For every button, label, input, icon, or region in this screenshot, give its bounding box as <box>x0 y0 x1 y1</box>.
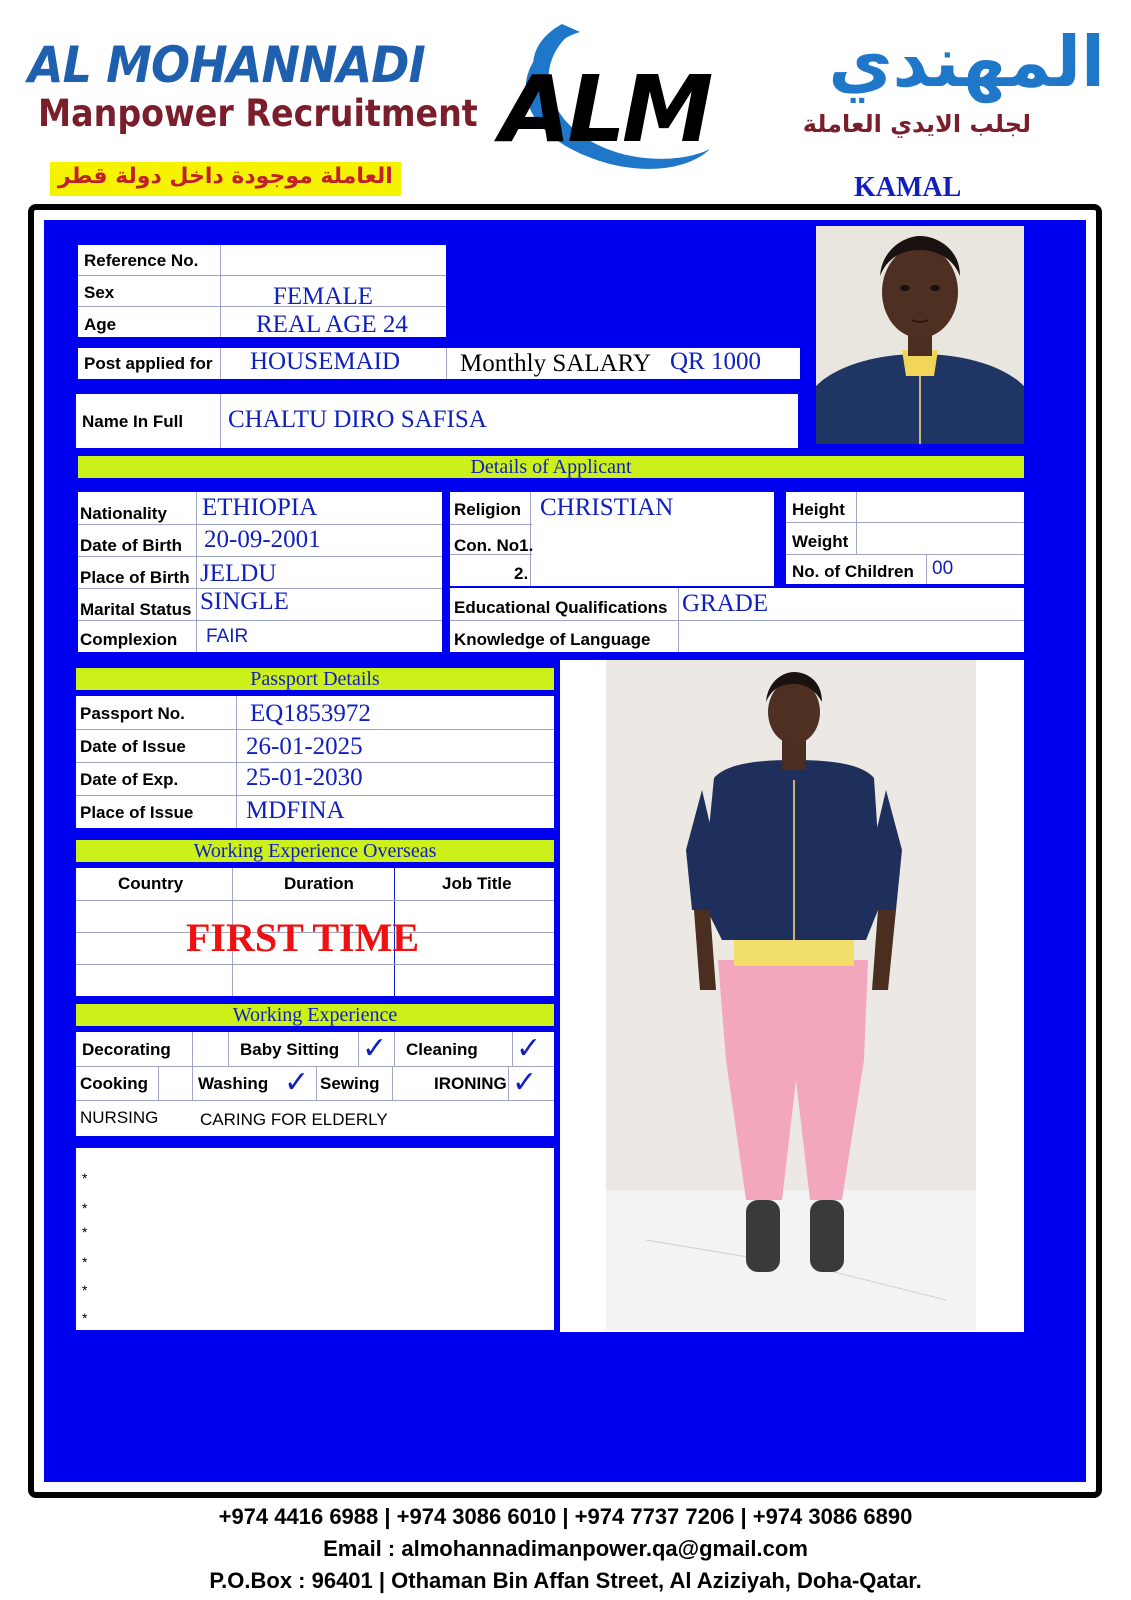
passport-number-value: EQ1853972 <box>250 700 371 727</box>
note-bullet: * <box>82 1224 88 1240</box>
availability-notice: العاملة موجودة داخل دولة قطر <box>50 162 401 196</box>
passport-table <box>76 696 554 828</box>
brand-arabic <box>725 14 1105 138</box>
personal-details-table <box>78 492 442 652</box>
passport-section-header: Passport Details <box>76 668 554 690</box>
ironing-check-icon: ✓ <box>512 1065 538 1100</box>
religion-label: Religion <box>454 500 522 519</box>
elderly-care-label: CARING FOR ELDERLY <box>200 1110 388 1129</box>
alm-logo <box>500 14 730 184</box>
application-frame <box>28 204 1102 1498</box>
logo-text: ALM <box>500 56 710 163</box>
company-subtitle-ar: لجلب الايدي العاملة <box>802 110 1031 138</box>
basic-info-table <box>78 245 446 337</box>
nursing-label: NURSING <box>80 1108 159 1127</box>
notes-area <box>76 1148 554 1330</box>
salary-value: QR 1000 <box>670 348 761 375</box>
sex-value: FEMALE <box>273 283 373 310</box>
baby-sitting-label: Baby Sitting <box>240 1040 340 1059</box>
children-value: 00 <box>932 558 954 579</box>
name-label: Name In Full <box>82 412 184 431</box>
salary-label: Monthly SALARY <box>460 350 652 377</box>
cleaning-check-icon: ✓ <box>516 1031 542 1066</box>
sewing-label: Sewing <box>320 1074 380 1093</box>
pob-label: Place of Birth <box>80 568 190 587</box>
reference-label: Reference No. <box>84 251 199 270</box>
issue-place-label: Place of Issue <box>80 803 194 822</box>
dob-value: 20-09-2001 <box>204 526 321 553</box>
physical-details-table <box>786 492 1024 584</box>
religion-value: CHRISTIAN <box>540 494 674 521</box>
application-form <box>44 220 1086 1482</box>
overseas-table <box>76 868 554 996</box>
portrait-photo <box>816 226 1024 444</box>
note-bullet: * <box>82 1254 88 1270</box>
note-bullet: * <box>82 1310 88 1326</box>
skills-table <box>76 1032 554 1136</box>
education-label: Educational Qualifications <box>454 598 668 617</box>
country-column-header: Country <box>118 874 184 893</box>
company-subtitle-en: Manpower Recruitment <box>38 92 478 135</box>
brand-english <box>28 36 498 136</box>
full-body-photo <box>606 660 976 1330</box>
expiry-date-value: 25-01-2030 <box>246 764 363 791</box>
issue-place-value: MDFINA <box>246 797 345 824</box>
company-name-ar: المهندي <box>828 21 1105 103</box>
contact-phones: +974 4416 6988 | +974 3086 6010 | +974 7737 7206 | +974 3086 6890 <box>218 1504 913 1529</box>
age-value: REAL AGE 24 <box>256 311 408 338</box>
decorating-label: Decorating <box>82 1040 171 1059</box>
contact2-label: 2. <box>514 564 529 583</box>
marital-value: SINGLE <box>200 588 289 615</box>
complexion-label: Complexion <box>80 630 178 649</box>
ironing-label: IRONING <box>434 1074 507 1093</box>
sex-label: Sex <box>84 283 115 302</box>
name-value: CHALTU DIRO SAFISA <box>228 406 487 433</box>
expiry-date-label: Date of Exp. <box>80 770 179 789</box>
cleaning-label: Cleaning <box>406 1040 478 1059</box>
experience-section-header: Working Experience <box>76 1004 554 1026</box>
post-value: HOUSEMAID <box>250 348 400 375</box>
overseas-section-header: Working Experience Overseas <box>76 840 554 862</box>
washing-label: Washing <box>198 1074 269 1093</box>
company-name-en: AL MOHANNADI <box>28 36 425 94</box>
full-name-row <box>76 394 798 448</box>
religion-contact-table <box>450 492 774 586</box>
details-section-header: Details of Applicant <box>78 456 1024 478</box>
education-language-table <box>450 588 1024 652</box>
children-label: No. of Children <box>792 562 914 581</box>
age-label: Age <box>84 315 117 334</box>
complexion-value: FAIR <box>206 626 249 647</box>
issue-date-value: 26-01-2025 <box>246 733 363 760</box>
baby-sitting-check-icon: ✓ <box>362 1031 388 1066</box>
contact1-label: Con. No1. <box>454 536 534 555</box>
note-bullet: * <box>82 1200 88 1216</box>
passport-number-label: Passport No. <box>80 704 185 723</box>
washing-check-icon: ✓ <box>284 1065 310 1100</box>
note-bullet: * <box>82 1170 88 1186</box>
post-label: Post applied for <box>84 354 213 373</box>
cooking-label: Cooking <box>80 1074 148 1093</box>
nationality-value: ETHIOPIA <box>202 494 318 521</box>
contact-address: P.O.Box : 96401 | Othaman Bin Affan Street, Al Aziziyah, Doha-Qatar. <box>209 1568 922 1593</box>
first-time-note: FIRST TIME <box>186 915 420 960</box>
height-label: Height <box>792 500 845 519</box>
marital-label: Marital Status <box>80 600 192 619</box>
post-salary-row <box>78 348 800 379</box>
language-label: Knowledge of Language <box>454 630 651 649</box>
job-title-column-header: Job Title <box>442 874 512 893</box>
issue-date-label: Date of Issue <box>80 737 186 756</box>
weight-label: Weight <box>792 532 849 551</box>
duration-column-header: Duration <box>284 874 354 893</box>
nationality-label: Nationality <box>80 504 167 523</box>
contact-email: Email : almohannadimanpower.qa@gmail.com <box>323 1536 808 1561</box>
full-body-photo-frame <box>560 660 1024 1332</box>
pob-value: JELDU <box>200 560 277 587</box>
education-value: GRADE <box>682 590 769 617</box>
note-bullet: * <box>82 1282 88 1298</box>
agent-name: KAMAL <box>854 172 962 203</box>
dob-label: Date of Birth <box>80 536 182 555</box>
